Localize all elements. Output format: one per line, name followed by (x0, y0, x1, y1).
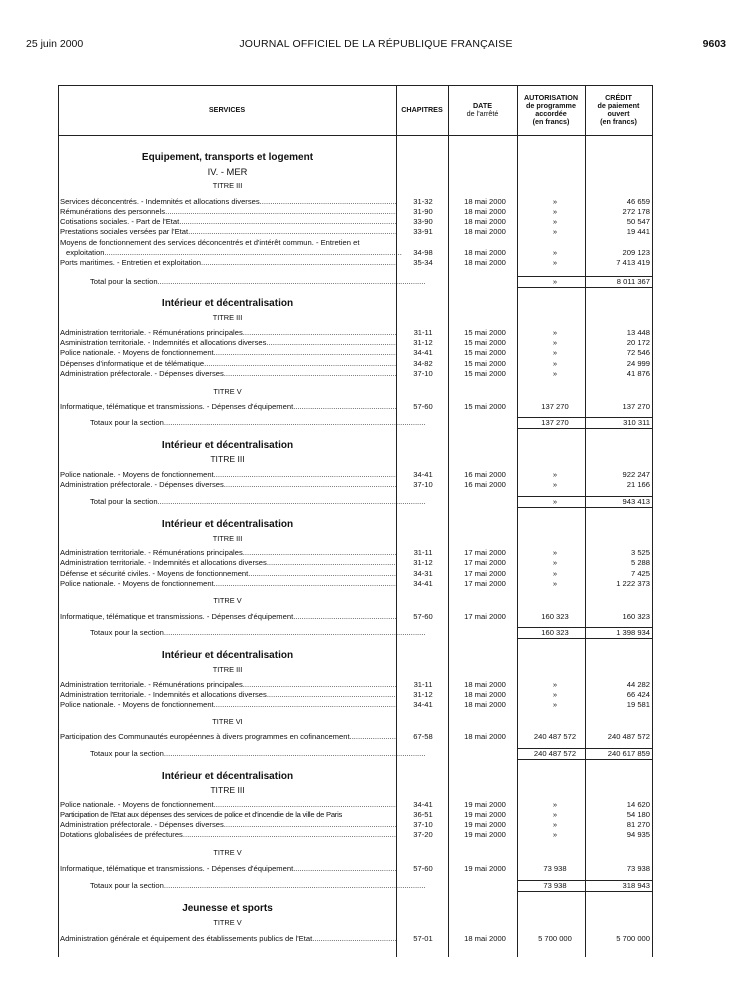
total-row: Totaux pour la section ..... 73 938 318 943 (60, 881, 652, 891)
titre-heading: TITRE V (213, 848, 242, 857)
titre-heading: TITRE III (212, 181, 243, 190)
col-services: SERVICES (208, 104, 246, 114)
col-credit: CRÉDIT de paiement ouvert (en francs) (597, 92, 640, 127)
total-row: Totaux pour la section ..... 160 323 1 398 934 (60, 628, 652, 638)
table-row: Services déconcentrés. - Indemnités et allocations diverses ..... 31-32 18 mai 2000 » 46 659 (60, 197, 652, 207)
table-row: Administration territoriale. - Rémunérations principales ..... 31-11 15 mai 2000 » 13 448 (60, 328, 652, 338)
table-row: Administration territoriale. - Rémunérations principales ..... 31-11 18 mai 2000 » 44 282 (60, 680, 652, 690)
section-heading: Intérieur et décentralisation (161, 650, 294, 661)
page-number: 9603 (702, 38, 726, 50)
table-row: Informatique, télématique et transmissions. - Dépenses d'équipement ..... 57-60 15 mai 2000 137 270 137 270 (60, 402, 652, 412)
titre-heading: TITRE III (212, 534, 243, 543)
table-row: Ports maritimes. - Entretien et exploitation ..... 35-34 18 mai 2000 » 7 413 419 (60, 258, 652, 268)
titre-heading: TITRE III (210, 454, 245, 464)
total-row: Totaux pour la section ..... 137 270 310 311 (60, 418, 652, 428)
total-row: Totaux pour la section ..... 240 487 572 240 617 859 (60, 749, 652, 759)
header-date: 25 juin 2000 (26, 38, 84, 50)
journal-title: JOURNAL OFFICIEL DE LA RÉPUBLIQUE FRANÇAISE (239, 38, 513, 50)
titre-heading: TITRE III (210, 785, 245, 795)
table-row: Administration territoriale. - Rémunérations principales ..... 31-11 17 mai 2000 » 3 525 (60, 548, 652, 558)
col-autorisation: AUTORISATION de programme accordée (en francs) (523, 92, 579, 127)
section-heading: Equipement, transports et logement (141, 152, 314, 163)
section-subheading: IV. - MER (207, 166, 248, 177)
titre-heading: TITRE III (212, 665, 243, 674)
col-date: DATE de l'arrêté (466, 100, 499, 118)
titre-heading: TITRE VI (212, 717, 243, 726)
section-heading: Jeunesse et sports (182, 903, 273, 914)
table-row: Dépenses d'informatique et de télématique ..... 34-82 15 mai 2000 » 24 999 (60, 359, 652, 369)
table-row: Administration préfectorale. - Dépenses diverses ..... 37-10 19 mai 2000 » 81 270 (60, 820, 652, 830)
table-row: Administration préfectorale. - Dépenses diverses ..... 37-10 15 mai 2000 » 41 876 (60, 369, 652, 379)
table-row: Police nationale. - Moyens de fonctionnement ..... 34-41 16 mai 2000 » 922 247 (60, 470, 652, 480)
table-row: Police nationale. - Moyens de fonctionnement ..... 34-41 17 mai 2000 » 1 222 373 (60, 579, 652, 589)
table-row: Défense et sécurité civiles. - Moyens de fonctionnement ..... 34-31 17 mai 2000 » 7 425 (60, 569, 652, 579)
titre-heading: TITRE III (212, 313, 243, 322)
titre-heading: TITRE V (213, 596, 242, 605)
table-row: exploitation ..... 34-98 18 mai 2000 » 209 123 (60, 248, 652, 258)
section-heading: Intérieur et décentralisation (161, 298, 294, 309)
total-row: Total pour la section ..... » 943 413 (60, 497, 652, 507)
table-row: Informatique, télématique et transmissions. - Dépenses d'équipement ..... 57-60 17 mai 2000 160 323 160 323 (60, 612, 652, 622)
table-row: Cotisations sociales. - Part de l'Etat ..... 33-90 18 mai 2000 » 50 547 (60, 217, 652, 227)
section-heading: Intérieur et décentralisation (161, 519, 294, 530)
table-row: Asministration territoriale. - Indemnités et allocations diverses ..... 31-12 15 mai 2000 » 20 172 (60, 338, 652, 348)
table-row: Rémunérations des personnels ..... 31-90 18 mai 2000 » 272 178 (60, 207, 652, 217)
titre-heading: TITRE V (213, 918, 242, 927)
table-row: Participation des Communautés européennes à divers programmes en cofinancement ..... 67-58 18 mai 2000 240 487 572 240 487 572 (60, 732, 652, 742)
col-chapitres: CHAPITRES (401, 104, 443, 114)
table-row: Administration territoriale. - Indemnités et allocations diverses ..... 31-12 17 mai 2000 » 5 288 (60, 558, 652, 568)
table-row: Informatique, télématique et transmissions. - Dépenses d'équipement ..... 57-60 19 mai 2000 73 938 73 938 (60, 864, 652, 874)
table-row: Participation de l'Etat aux dépenses des services de police et d'incendie de la ville de Paris 36-51 19 mai 2000 » 54 180 (60, 810, 650, 819)
table-row: Administration territoriale. - Indemnités et allocations diverses ..... 31-12 18 mai 2000 » 66 424 (60, 690, 652, 700)
table-row: Moyens de fonctionnement des services déconcentrés et d'intérêt commun. - Entretien et (60, 238, 360, 247)
total-row: Total pour la section ..... » 8 011 367 (60, 277, 652, 287)
page-header (26, 38, 726, 52)
titre-heading: TITRE V (213, 387, 242, 396)
table-row: Prestations sociales versées par l'Etat ..... 33-91 18 mai 2000 » 19 441 (60, 227, 652, 237)
table-row: Police nationale. - Moyens de fonctionnement ..... 34-41 18 mai 2000 » 19 581 (60, 700, 652, 710)
table-row: Administration préfectorale. - Dépenses diverses ..... 37-10 16 mai 2000 » 21 166 (60, 480, 652, 490)
table-row: Administration générale et équipement des établissements publics de l'Etat ..... 57-01 18 mai 2000 5 700 000 5 700 000 (60, 934, 652, 944)
section-heading: Intérieur et décentralisation (161, 440, 294, 451)
table-row: Police nationale. - Moyens de fonctionnement ..... 34-41 19 mai 2000 » 14 620 (60, 800, 652, 810)
table-row: Dotations globalisées de préfectures ..... 37-20 19 mai 2000 » 94 935 (60, 830, 652, 840)
section-heading: Intérieur et décentralisation (161, 771, 294, 782)
table-row: Police nationale. - Moyens de fonctionnement ..... 34-41 15 mai 2000 » 72 546 (60, 348, 652, 358)
